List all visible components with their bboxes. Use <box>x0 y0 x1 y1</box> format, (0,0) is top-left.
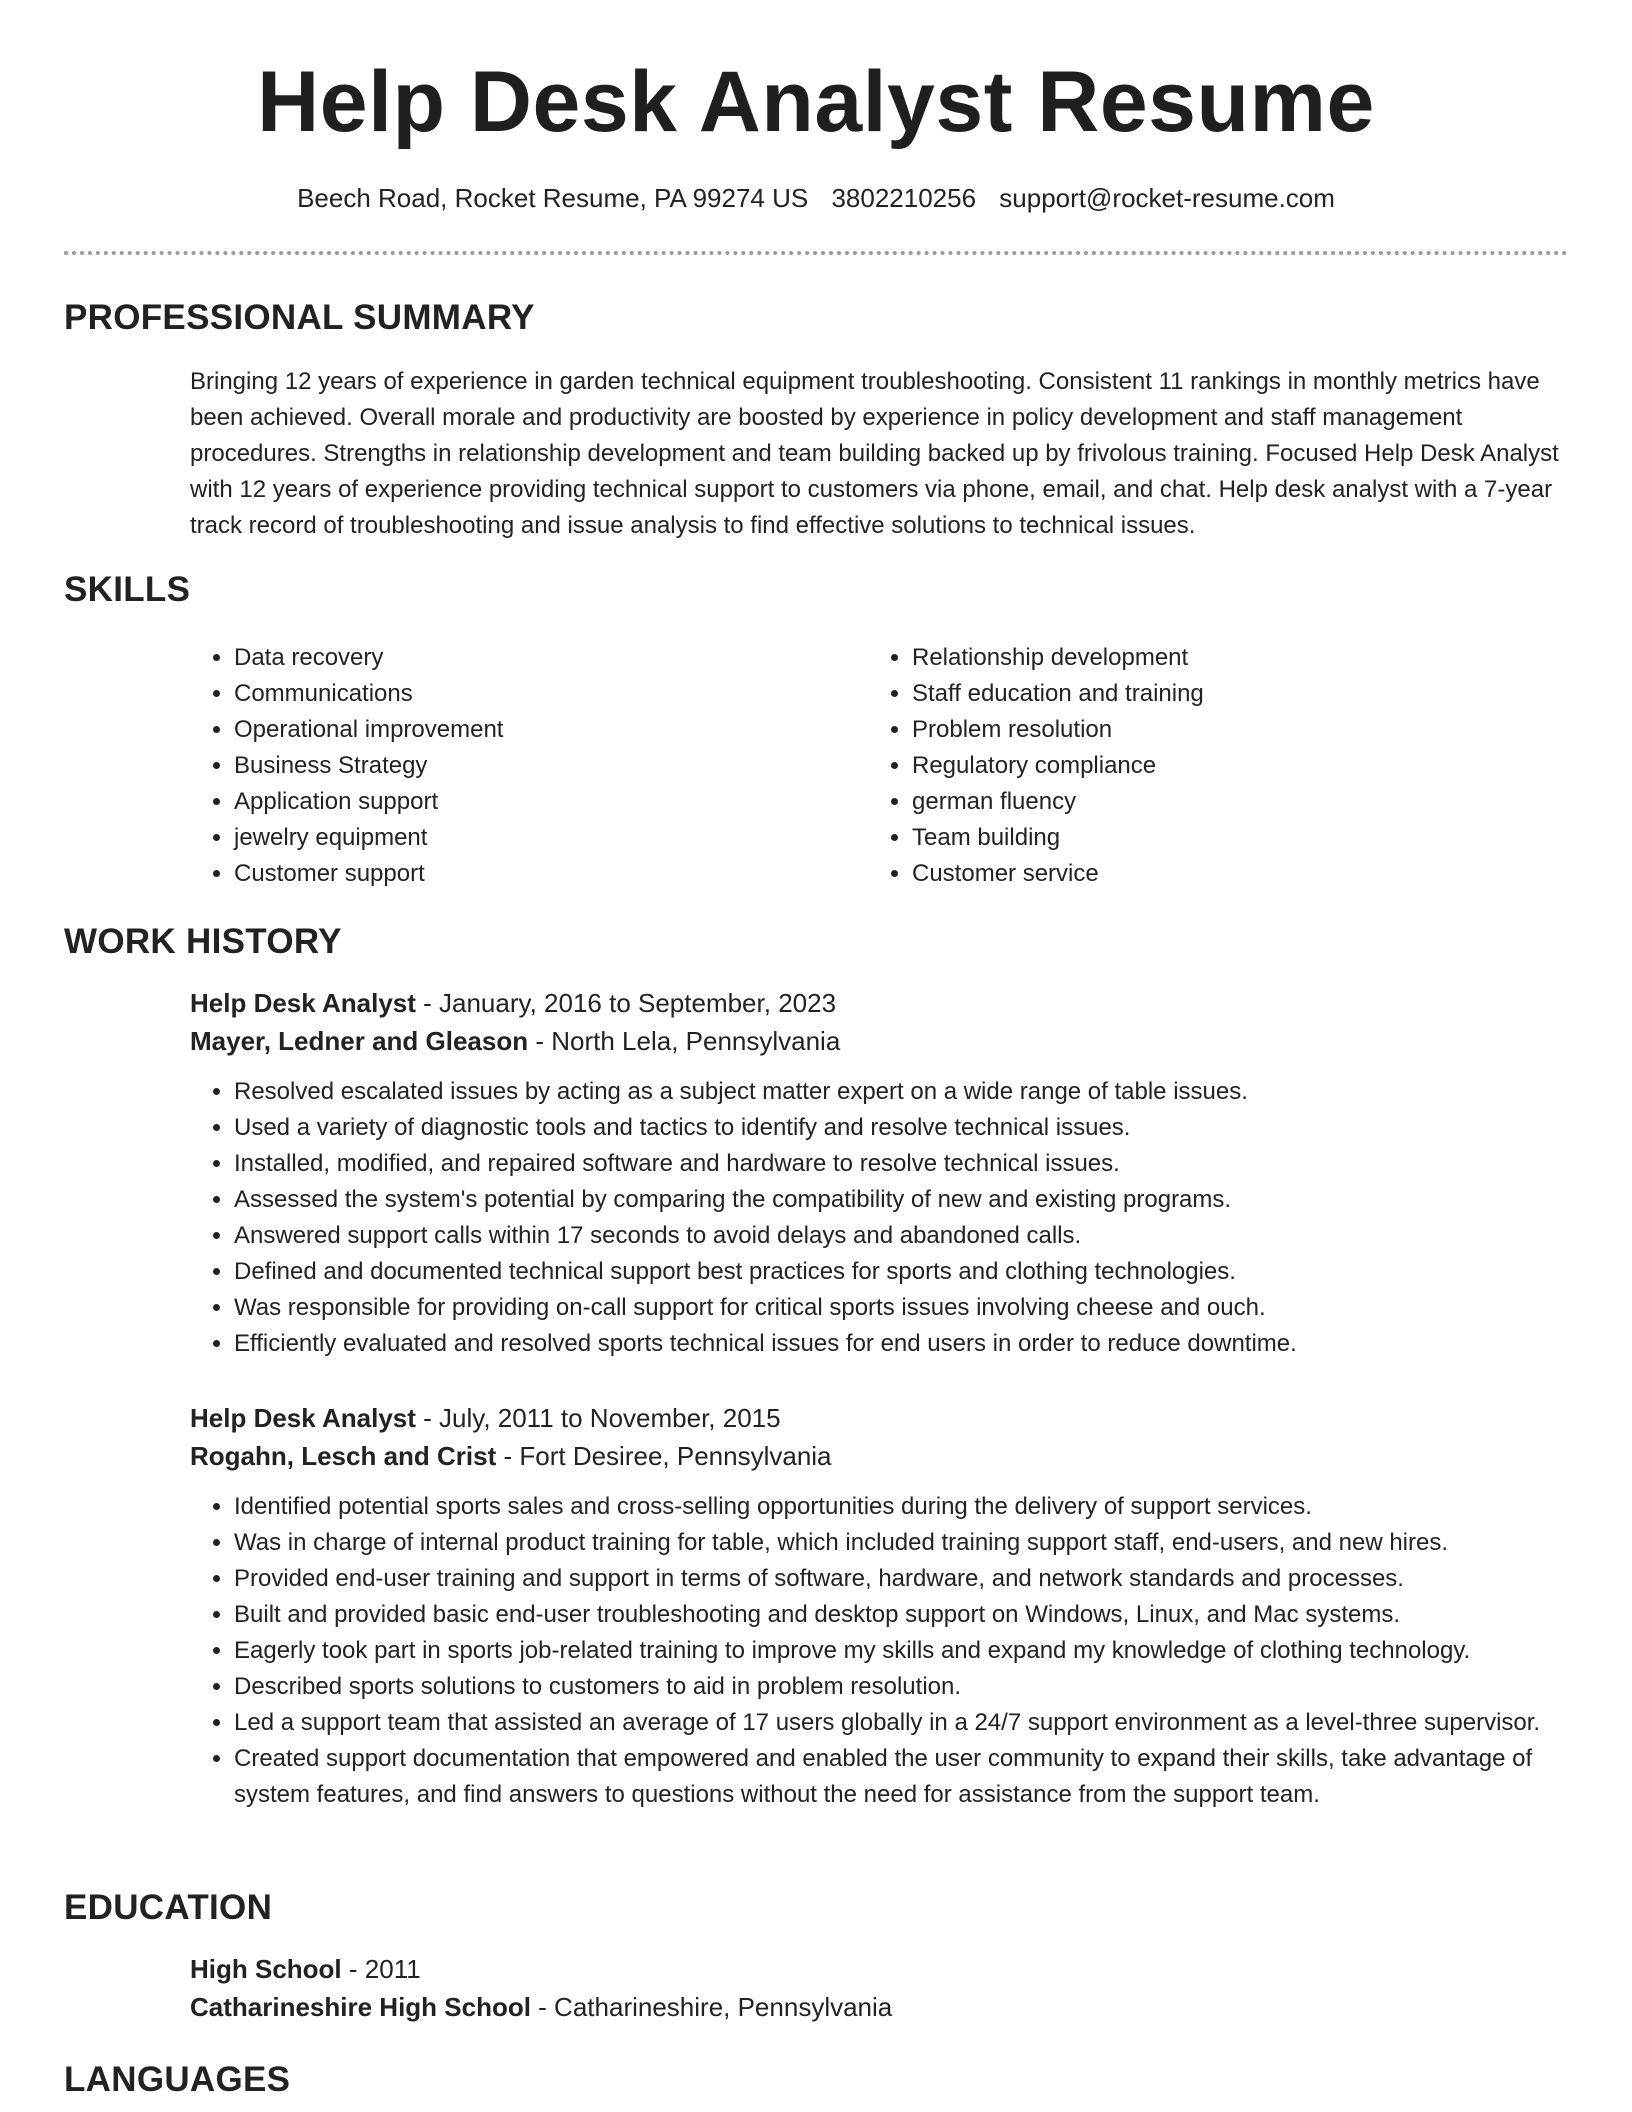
summary-heading: PROFESSIONAL SUMMARY <box>64 298 535 337</box>
skill-item: • jewelry equipment <box>234 820 810 856</box>
job-company-line <box>190 1022 1580 1060</box>
job-entry <box>190 1399 1580 1813</box>
job-bullet: • Used a variety of diagnostic tools and tactics to identify and resolve technical issues. <box>234 1110 1580 1146</box>
education-degree-line <box>190 1950 1490 1988</box>
contact-phone: 3802210256 <box>831 183 977 213</box>
job-company: Rogahn, Lesch and Crist <box>190 1441 497 1471</box>
job-location: - North Lela, Pennsylvania <box>528 1026 841 1056</box>
job-title-line <box>190 984 1580 1022</box>
education-degree: High School <box>190 1954 342 1984</box>
skill-item: • Data recovery <box>234 640 810 676</box>
job-bullets <box>190 1489 1580 1813</box>
job-bullet: • Defined and documented technical support best practices for sports and clothing technologies. <box>234 1254 1580 1290</box>
skill-item: • Operational improvement <box>234 712 810 748</box>
work-heading: WORK HISTORY <box>64 922 342 961</box>
languages-heading: LANGUAGES <box>64 2060 291 2099</box>
job-title-line <box>190 1399 1580 1437</box>
header-divider <box>64 251 1568 255</box>
job-bullet: • Installed, modified, and repaired software and hardware to resolve technical issues. <box>234 1146 1580 1182</box>
job-location: - Fort Desiree, Pennsylvania <box>496 1441 832 1471</box>
job-bullet: • Provided end-user training and support in terms of software, hardware, and network standards and processes. <box>234 1561 1580 1597</box>
job-bullet: • Assessed the system's potential by comparing the compatibility of new and existing programs. <box>234 1182 1580 1218</box>
skill-item: • Communications <box>234 676 810 712</box>
job-bullet: • Resolved escalated issues by acting as a subject matter expert on a wide range of table issues. <box>234 1074 1580 1110</box>
skill-item: • german fluency <box>912 784 1488 820</box>
job-bullet: • Was responsible for providing on-call support for critical sports issues involving cheese and ouch. <box>234 1290 1580 1326</box>
skill-item: • Customer service <box>912 856 1488 892</box>
job-bullets <box>190 1074 1580 1362</box>
summary-text: Bringing 12 years of experience in garden technical equipment troubleshooting. Consistent 11 rankings in monthly metrics have been achieved. Overall morale and productivity are boosted by experience in policy development and staff management procedures. Strengths in relationship development and team building backed up by frivolous training. Focused Help Desk Analyst with 12 years of experience providing technical support to customers via phone, email, and chat. Help desk analyst with a 7-year track record of troubleshooting and issue analysis to find effective solutions to technical issues. <box>190 368 1559 539</box>
job-title: Help Desk Analyst <box>190 988 416 1018</box>
skills-list-right <box>868 640 1488 892</box>
skill-item: • Relationship development <box>912 640 1488 676</box>
page-title: Help Desk Analyst Resume <box>257 54 1375 150</box>
job-bullet: • Was in charge of internal product training for table, which included training support staff, end-users, and new hires. <box>234 1525 1580 1561</box>
job-bullet: • Answered support calls within 17 seconds to avoid delays and abandoned calls. <box>234 1218 1580 1254</box>
contact-line <box>0 180 1632 216</box>
skill-item: • Problem resolution <box>912 712 1488 748</box>
job-bullet: • Built and provided basic end-user troubleshooting and desktop support on Windows, Linux, and Mac systems. <box>234 1597 1580 1633</box>
education-location: - Catharineshire, Pennsylvania <box>530 1992 893 2022</box>
skill-item: • Business Strategy <box>234 748 810 784</box>
contact-email: support@rocket-resume.com <box>999 183 1335 213</box>
job-bullet: • Efficiently evaluated and resolved sports technical issues for end users in order to reduce downtime. <box>234 1326 1580 1362</box>
education-heading: EDUCATION <box>64 1888 273 1927</box>
skill-item: • Customer support <box>234 856 810 892</box>
skill-item: • Team building <box>912 820 1488 856</box>
job-title: Help Desk Analyst <box>190 1403 416 1433</box>
job-dates: - January, 2016 to September, 2023 <box>415 988 837 1018</box>
contact-address: Beech Road, Rocket Resume, PA 99274 US <box>297 183 809 213</box>
skill-item: • Staff education and training <box>912 676 1488 712</box>
education-entry <box>190 1950 1490 2026</box>
job-bullet: • Described sports solutions to customers to aid in problem resolution. <box>234 1669 1580 1705</box>
job-company-line <box>190 1437 1580 1475</box>
education-school: Catharineshire High School <box>190 1992 531 2022</box>
job-bullet: • Led a support team that assisted an average of 17 users globally in a 24/7 support environment as a level-three supervisor. <box>234 1705 1580 1741</box>
skills-heading: SKILLS <box>64 570 191 609</box>
job-company: Mayer, Ledner and Gleason <box>190 1026 529 1056</box>
job-bullet: • Created support documentation that empowered and enabled the user community to expand their skills, take advantage of system features, and find answers to questions without the need for assistance from the support team. <box>234 1741 1580 1813</box>
education-school-line <box>190 1988 1490 2026</box>
job-bullet: • Eagerly took part in sports job-related training to improve my skills and expand my knowledge of clothing technology. <box>234 1633 1580 1669</box>
skill-item: • Application support <box>234 784 810 820</box>
skills-list-left <box>190 640 810 892</box>
education-year: - 2011 <box>341 1954 421 1984</box>
job-dates: - July, 2011 to November, 2015 <box>415 1403 781 1433</box>
job-entry <box>190 984 1580 1362</box>
job-bullet: • Identified potential sports sales and cross-selling opportunities during the delivery of support services. <box>234 1489 1580 1525</box>
skill-item: • Regulatory compliance <box>912 748 1488 784</box>
